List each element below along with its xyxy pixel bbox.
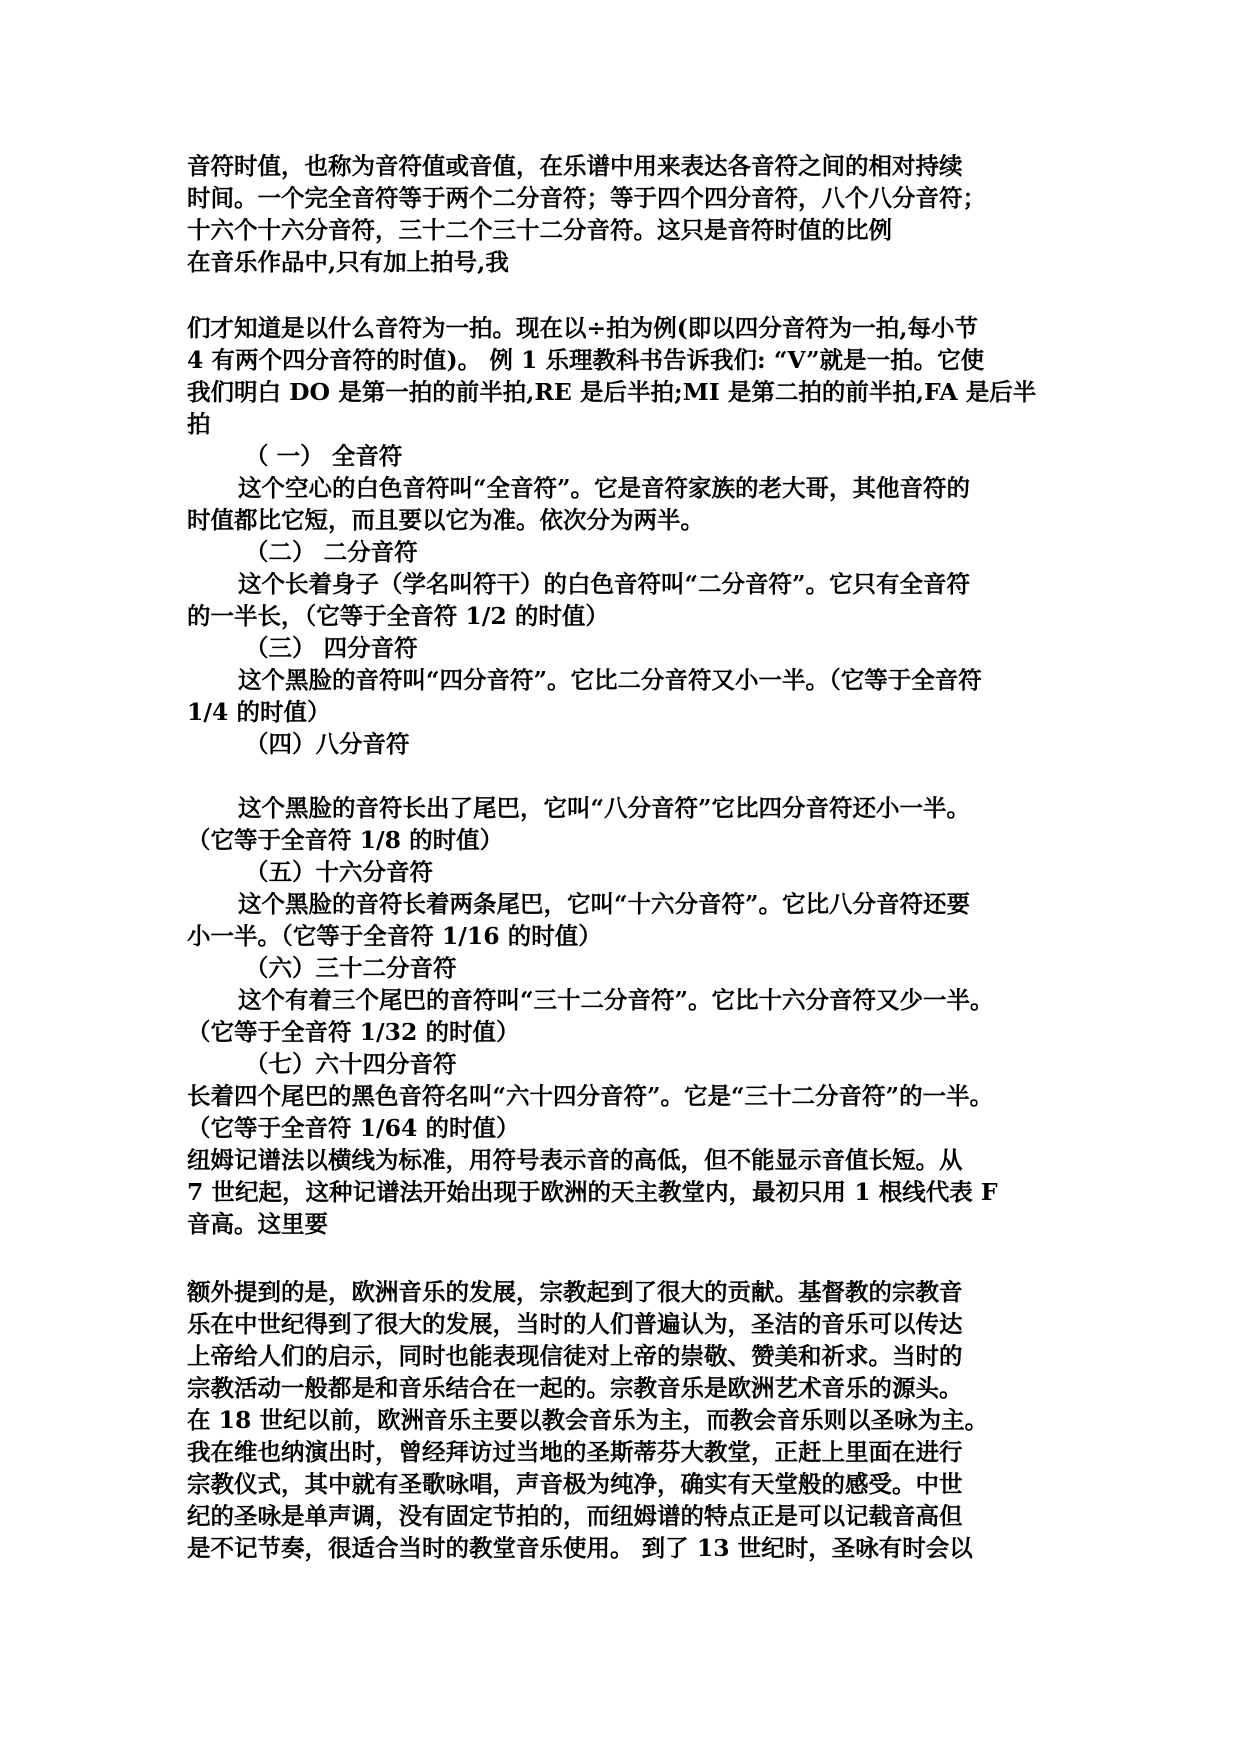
text-line: 这个有着三个尾巴的音符叫“三十二分音符”。它比十六分音符又少一半。 <box>238 986 994 1014</box>
text-line: 拍 <box>187 410 211 438</box>
text-line: 时值都比它短，而且要以它为准。依次分为两半。 <box>187 506 704 534</box>
text-line: 乐在中世纪得到了很大的发展，当时的人们普遍认为，圣洁的音乐可以传达 <box>187 1310 963 1338</box>
text-line: 是不记节奏，很适合当时的教堂音乐使用。 到了 13 世纪时，圣咏有时会以 <box>187 1534 973 1562</box>
text-line: 十六个十六分音符，三十二个三十二分音符。这只是音符时值的比例 <box>187 216 892 244</box>
text-line: 在 18 世纪以前，欧洲音乐主要以教会音乐为主，而教会音乐则以圣咏为主。 <box>187 1406 989 1434</box>
section-heading-half-note: （二） 二分音符 <box>245 538 418 566</box>
section-heading-quarter-note: （三） 四分音符 <box>245 634 418 662</box>
text-line: （它等于全音符 1/32 的时值） <box>187 1018 520 1046</box>
text-line: 宗教活动一般都是和音乐结合在一起的。宗教音乐是欧洲艺术音乐的源头。 <box>187 1374 963 1402</box>
text-line: 我在维也纳演出时，曾经拜访过当地的圣斯蒂芬大教堂，正赶上里面在进行 <box>187 1438 963 1466</box>
text-line: 这个黑脸的音符长着两条尾巴，它叫“十六分音符”。它比八分音符还要 <box>238 890 971 918</box>
text-line: 额外提到的是，欧洲音乐的发展，宗教起到了很大的贡献。基督教的宗教音 <box>187 1278 963 1306</box>
text-line: 音高。这里要 <box>187 1210 328 1238</box>
text-line: 时间。一个完全音符等于两个二分音符；等于四个四分音符，八个八分音符； <box>187 184 986 212</box>
text-line: 长着四个尾巴的黑色音符名叫“六十四分音符”。它是“三十二分音符”的一半。 <box>187 1082 994 1110</box>
text-line: 这个黑脸的音符长出了尾巴，它叫“八分音符”它比四分音符还小一半。 <box>238 794 971 822</box>
text-line: 纽姆记谱法以横线为标准，用符号表示音的高低，但不能显示音值长短。从 <box>187 1146 963 1174</box>
text-line: 我们明白 DO 是第一拍的前半拍,RE 是后半拍;MI 是第二拍的前半拍,FA 是后半 <box>187 378 1037 406</box>
text-line: 这个空心的白色音符叫“全音符”。它是音符家族的老大哥，其他音符的 <box>238 474 971 502</box>
text-line: （它等于全音符 1/8 的时值） <box>187 826 504 854</box>
text-line: 宗教仪式，其中就有圣歌咏唱，声音极为纯净，确实有天堂般的感受。中世 <box>187 1470 963 1498</box>
section-heading-thirty-second-note: （六）三十二分音符 <box>245 954 457 982</box>
section-heading-sixty-fourth-note: （七）六十四分音符 <box>245 1050 457 1078</box>
text-line: 这个长着身子（学名叫符干）的白色音符叫“二分音符”。它只有全音符 <box>238 570 971 598</box>
text-line: 这个黑脸的音符叫“四分音符”。它比二分音符又小一半。（它等于全音符 <box>238 666 982 694</box>
text-line: 音符时值，也称为音符值或音值，在乐谱中用来表达各音符之间的相对持续 <box>187 152 963 180</box>
text-line: 4 有两个四分音符的时值)。 例 1 乐理教科书告诉我们: “V”就是一拍。它使 <box>187 346 985 374</box>
section-heading-sixteenth-note: （五）十六分音符 <box>245 858 433 886</box>
text-line: （它等于全音符 1/64 的时值） <box>187 1114 520 1142</box>
section-heading-whole-note: （ 一） 全音符 <box>245 442 403 470</box>
text-line: 小一半。（它等于全音符 1/16 的时值） <box>187 922 602 950</box>
text-line: 1/4 的时值） <box>187 698 331 726</box>
text-line: 7 世纪起，这种记谱法开始出现于欧洲的天主教堂内，最初只用 1 根线代表 F <box>187 1178 998 1206</box>
section-heading-eighth-note: （四）八分音符 <box>245 730 410 758</box>
text-line: 的一半长，（它等于全音符 1/2 的时值） <box>187 602 609 630</box>
text-line: 们才知道是以什么音符为一拍。现在以÷拍为例(即以四分音符为一拍,每小节 <box>187 314 978 342</box>
text-line: 在音乐作品中,只有加上拍号,我 <box>187 248 509 276</box>
text-line: 纪的圣咏是单声调，没有固定节拍的，而纽姆谱的特点正是可以记载音高但 <box>187 1502 963 1530</box>
text-line: 上帝给人们的启示，同时也能表现信徒对上帝的崇敬、赞美和祈求。当时的 <box>187 1342 963 1370</box>
